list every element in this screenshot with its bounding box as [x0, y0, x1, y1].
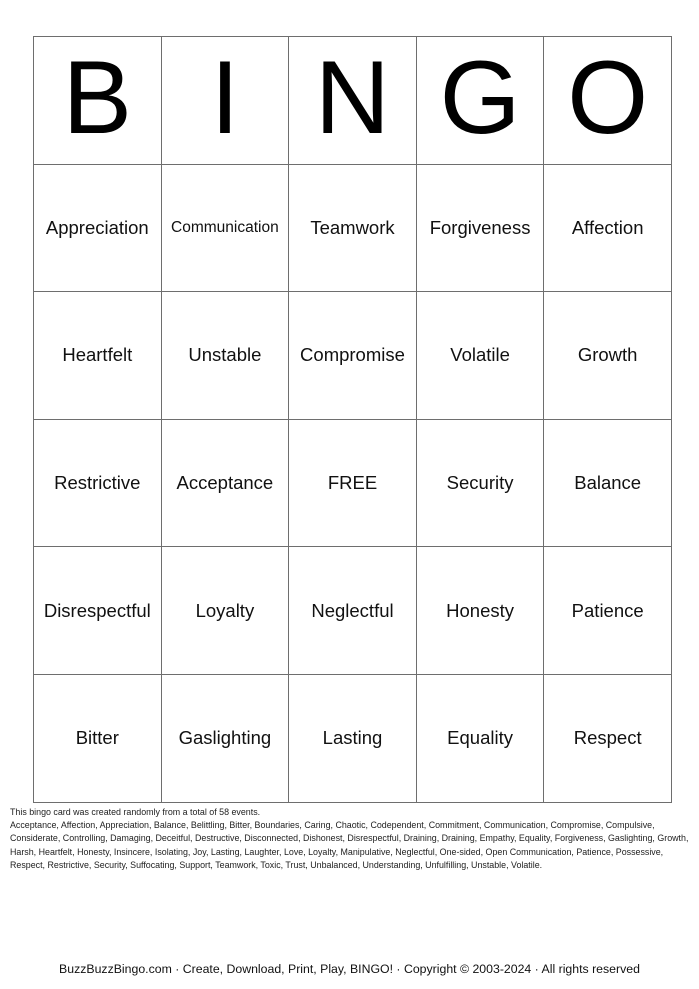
- card-row: [34, 674, 672, 802]
- card-row: [34, 547, 672, 675]
- card-row: [34, 164, 672, 292]
- header-letter: O: [567, 40, 649, 157]
- header-cell-o: [544, 37, 672, 165]
- events-intro: This bingo card was created randomly from a total of 58 events.: [10, 807, 261, 817]
- header-cell-b: [34, 37, 162, 165]
- bingo-cell: Equality: [416, 674, 544, 802]
- bingo-cell: Lasting: [289, 674, 417, 802]
- bingo-cell: Respect: [544, 674, 672, 802]
- bingo-cell: Unstable: [161, 292, 289, 420]
- bingo-cell: Appreciation: [34, 164, 162, 292]
- free-space-cell: FREE: [289, 419, 417, 547]
- bingo-cell: Acceptance: [161, 419, 289, 547]
- header-letter: B: [62, 40, 132, 157]
- bingo-cell: Bitter: [34, 674, 162, 802]
- bingo-card: [33, 36, 672, 803]
- bingo-cell: Affection: [544, 164, 672, 292]
- bingo-cell: Forgiveness: [416, 164, 544, 292]
- events-list: Acceptance, Affection, Appreciation, Balance, Belittling, Bitter, Boundaries, Caring, Chaotic, Codependent, Commitment, Communication, Compromise, Compulsive, Considerate, Controlling, Damaging, Deceitful, Destructive, Disconnected, Dishonest, Disrespectful, Draining, Draining, Empathy, Equality, Forgiveness, Gaslighting, Growth, Harsh, Heartfelt, Honesty, Insincere, Isolating, Joy, Lasting, Laughter, Love, Loyalty, Manipulative, Neglectful, One-sided, Open Communication, Patience, Possessive, Respect, Restrictive, Security, Suffocating, Support, Teamwork, Toxic, Trust, Unbalanced, Understanding, Unfulfilling, Unstable, Volatile.: [10, 820, 689, 870]
- bingo-cell: Patience: [544, 547, 672, 675]
- header-cell-i: [161, 37, 289, 165]
- header-letter: N: [314, 40, 391, 157]
- bingo-cell: Loyalty: [161, 547, 289, 675]
- events-description: [10, 806, 690, 872]
- bingo-cell: Heartfelt: [34, 292, 162, 420]
- header-row: [34, 37, 672, 165]
- bingo-cell: Gaslighting: [161, 674, 289, 802]
- bingo-cell: Honesty: [416, 547, 544, 675]
- card-row: [34, 419, 672, 547]
- bingo-cell: Security: [416, 419, 544, 547]
- header-cell-g: [416, 37, 544, 165]
- bingo-cell: Compromise: [289, 292, 417, 420]
- header-letter: G: [439, 40, 521, 157]
- bingo-cell: Teamwork: [289, 164, 417, 292]
- card-row: [34, 292, 672, 420]
- header-letter: I: [210, 40, 240, 157]
- bingo-cell: Restrictive: [34, 419, 162, 547]
- footer-copyright: BuzzBuzzBingo.com · Create, Download, Print, Play, BINGO! · Copyright © 2003-2024 · All rights reserved: [59, 962, 640, 976]
- bingo-cell: Balance: [544, 419, 672, 547]
- bingo-cell: Neglectful: [289, 547, 417, 675]
- header-cell-n: [289, 37, 417, 165]
- bingo-cell: Communication: [161, 164, 289, 292]
- bingo-cell: Growth: [544, 292, 672, 420]
- bingo-cell: Disrespectful: [34, 547, 162, 675]
- bingo-cell: Volatile: [416, 292, 544, 420]
